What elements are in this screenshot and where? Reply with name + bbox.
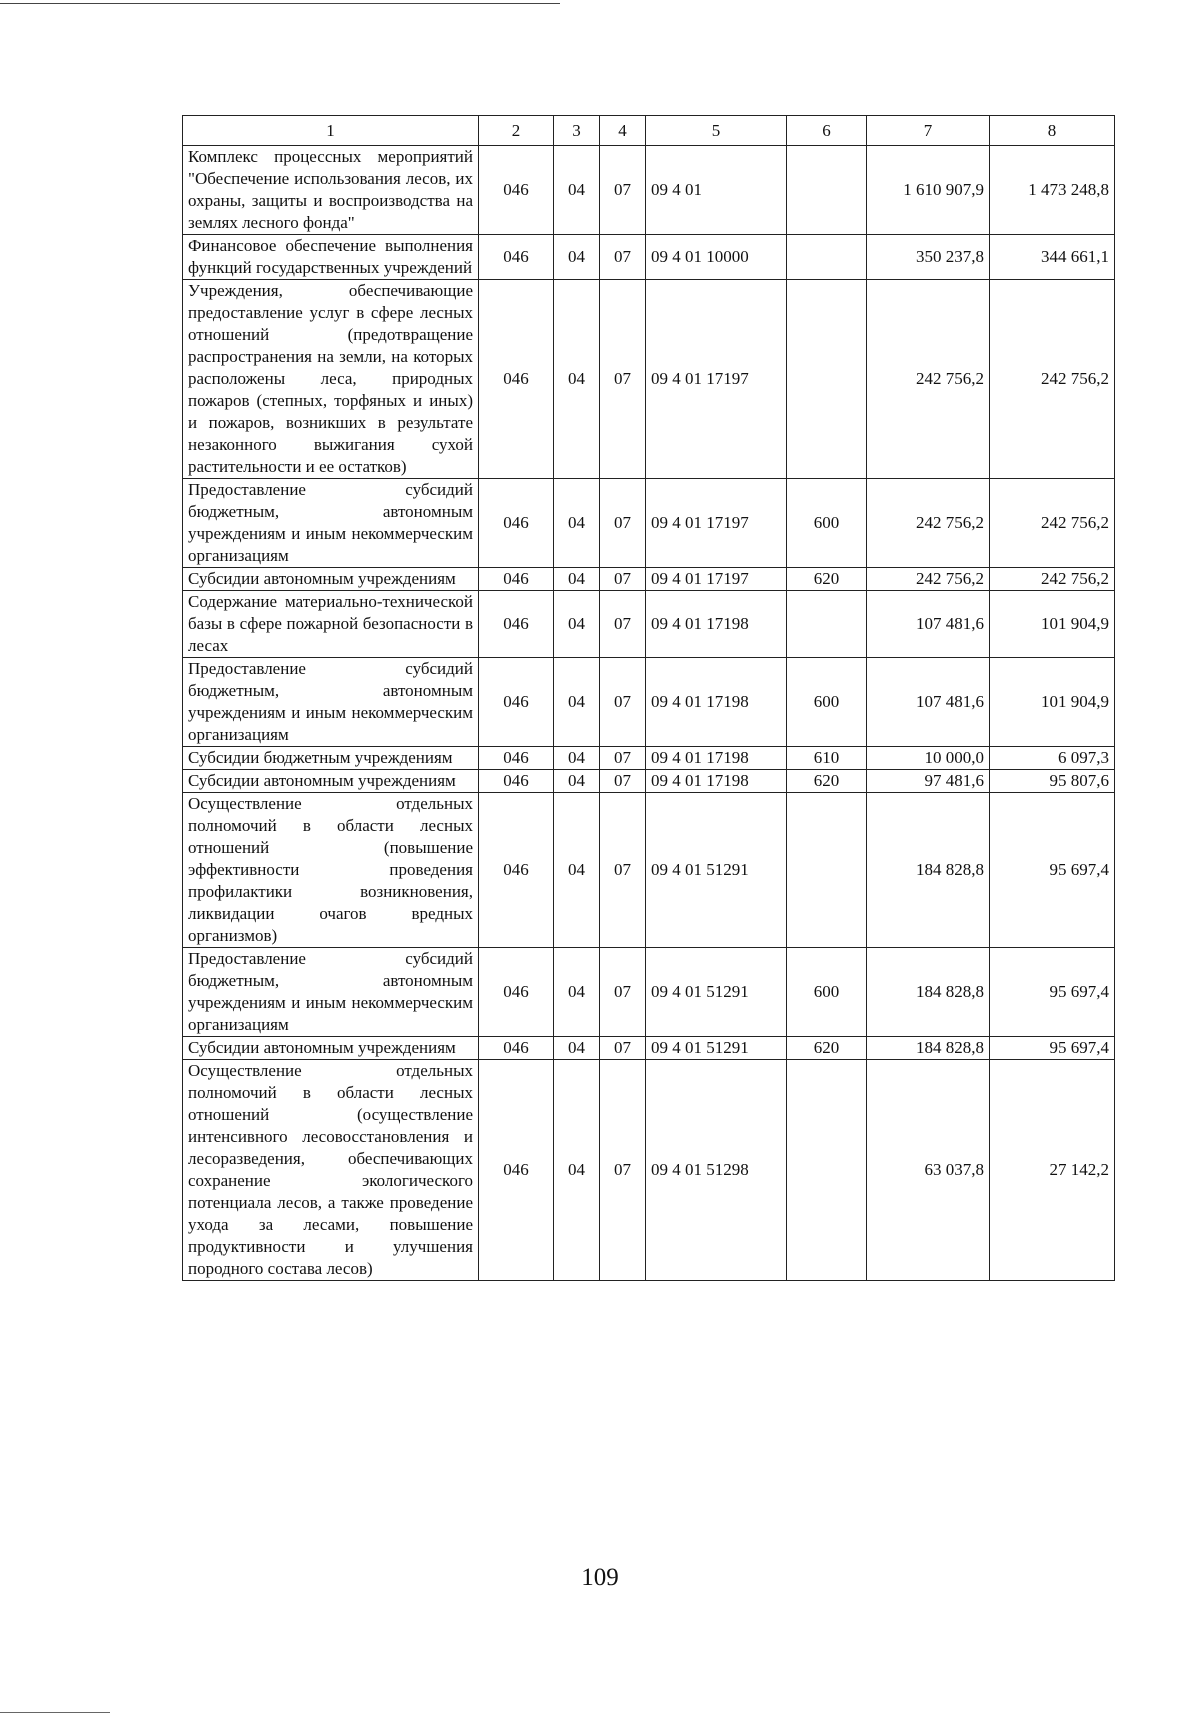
- subsection-code: 07: [600, 793, 646, 948]
- executed-amount: 242 756,2: [990, 280, 1115, 479]
- item-name: Предоставление субсидий бюджетным, автономным учреждениям и иным некоммерческим организациям: [183, 479, 479, 568]
- section-code: 04: [554, 948, 600, 1037]
- scan-edge-line: [0, 1712, 110, 1713]
- table-row: [183, 479, 1115, 568]
- table-row: [183, 591, 1115, 658]
- expense-type-code: [787, 1060, 867, 1281]
- planned-amount: 350 237,8: [867, 235, 990, 280]
- table-row: [183, 1037, 1115, 1060]
- target-article-code: 09 4 01 17198: [646, 770, 787, 793]
- planned-amount: 184 828,8: [867, 948, 990, 1037]
- column-number: 3: [554, 116, 600, 146]
- target-article-code: 09 4 01 51298: [646, 1060, 787, 1281]
- table-row: [183, 658, 1115, 747]
- ministry-code: 046: [479, 235, 554, 280]
- expense-type-code: [787, 146, 867, 235]
- section-code: 04: [554, 1037, 600, 1060]
- target-article-code: 09 4 01 51291: [646, 948, 787, 1037]
- subsection-code: 07: [600, 479, 646, 568]
- item-name: Предоставление субсидий бюджетным, автономным учреждениям и иным некоммерческим организациям: [183, 948, 479, 1037]
- ministry-code: 046: [479, 747, 554, 770]
- target-article-code: 09 4 01 17197: [646, 479, 787, 568]
- ministry-code: 046: [479, 591, 554, 658]
- expense-type-code: 600: [787, 479, 867, 568]
- subsection-code: 07: [600, 568, 646, 591]
- expense-type-code: [787, 591, 867, 658]
- executed-amount: 27 142,2: [990, 1060, 1115, 1281]
- column-number: 5: [646, 116, 787, 146]
- target-article-code: 09 4 01 17198: [646, 658, 787, 747]
- executed-amount: 242 756,2: [990, 568, 1115, 591]
- table-row: [183, 568, 1115, 591]
- table-row: [183, 280, 1115, 479]
- subsection-code: 07: [600, 658, 646, 747]
- ministry-code: 046: [479, 793, 554, 948]
- section-code: 04: [554, 146, 600, 235]
- planned-amount: 184 828,8: [867, 1037, 990, 1060]
- column-number: 7: [867, 116, 990, 146]
- column-number: 8: [990, 116, 1115, 146]
- executed-amount: 95 697,4: [990, 793, 1115, 948]
- table-row: [183, 948, 1115, 1037]
- item-name: Учреждения, обеспечивающие предоставление услуг в сфере лесных отношений (предотвращение распространения на земли, на которых расположены леса, природных пожаров (степных, торфяных и иных) и пожаров, возникших в результате незаконного выжигания сухой растительности и ее остатков): [183, 280, 479, 479]
- executed-amount: 95 807,6: [990, 770, 1115, 793]
- target-article-code: 09 4 01 51291: [646, 793, 787, 948]
- ministry-code: 046: [479, 479, 554, 568]
- subsection-code: 07: [600, 235, 646, 280]
- column-number: 6: [787, 116, 867, 146]
- item-name: Содержание материально-технической базы в сфере пожарной безопасности в лесах: [183, 591, 479, 658]
- expense-type-code: 600: [787, 948, 867, 1037]
- planned-amount: 184 828,8: [867, 793, 990, 948]
- item-name: Осуществление отдельных полномочий в области лесных отношений (повышение эффективности проведения профилактики возникновения, ликвидации очагов вредных организмов): [183, 793, 479, 948]
- section-code: 04: [554, 1060, 600, 1281]
- section-code: 04: [554, 747, 600, 770]
- table-row: [183, 747, 1115, 770]
- table-row: [183, 793, 1115, 948]
- subsection-code: 07: [600, 146, 646, 235]
- planned-amount: 97 481,6: [867, 770, 990, 793]
- section-code: 04: [554, 591, 600, 658]
- target-article-code: 09 4 01 51291: [646, 1037, 787, 1060]
- ministry-code: 046: [479, 568, 554, 591]
- item-name: Субсидии автономным учреждениям: [183, 1037, 479, 1060]
- section-code: 04: [554, 280, 600, 479]
- section-code: 04: [554, 770, 600, 793]
- expense-type-code: [787, 793, 867, 948]
- item-name: Предоставление субсидий бюджетным, автономным учреждениям и иным некоммерческим организациям: [183, 658, 479, 747]
- executed-amount: 6 097,3: [990, 747, 1115, 770]
- section-code: 04: [554, 793, 600, 948]
- item-name: Субсидии автономным учреждениям: [183, 568, 479, 591]
- expense-type-code: 600: [787, 658, 867, 747]
- column-number: 4: [600, 116, 646, 146]
- executed-amount: 344 661,1: [990, 235, 1115, 280]
- executed-amount: 95 697,4: [990, 1037, 1115, 1060]
- table-header-row: [183, 116, 1115, 146]
- section-code: 04: [554, 568, 600, 591]
- planned-amount: 242 756,2: [867, 280, 990, 479]
- planned-amount: 107 481,6: [867, 658, 990, 747]
- expense-type-code: 620: [787, 1037, 867, 1060]
- subsection-code: 07: [600, 1037, 646, 1060]
- expense-type-code: 610: [787, 747, 867, 770]
- ministry-code: 046: [479, 1037, 554, 1060]
- planned-amount: 10 000,0: [867, 747, 990, 770]
- subsection-code: 07: [600, 1060, 646, 1281]
- subsection-code: 07: [600, 591, 646, 658]
- planned-amount: 242 756,2: [867, 479, 990, 568]
- ministry-code: 046: [479, 770, 554, 793]
- subsection-code: 07: [600, 948, 646, 1037]
- item-name: Субсидии бюджетным учреждениям: [183, 747, 479, 770]
- planned-amount: 63 037,8: [867, 1060, 990, 1281]
- item-name: Осуществление отдельных полномочий в области лесных отношений (осуществление интенсивного лесовосстановления и лесоразведения, обеспечивающих сохранение экологического потенциала лесов, а также проведение ухода за лесами, повышение продуктивности и улучшения породного состава лесов): [183, 1060, 479, 1281]
- ministry-code: 046: [479, 146, 554, 235]
- item-name: Финансовое обеспечение выполнения функций государственных учреждений: [183, 235, 479, 280]
- planned-amount: 242 756,2: [867, 568, 990, 591]
- table-row: [183, 235, 1115, 280]
- table-row: [183, 770, 1115, 793]
- page-number: 109: [581, 1564, 619, 1591]
- ministry-code: 046: [479, 1060, 554, 1281]
- expense-type-code: 620: [787, 770, 867, 793]
- subsection-code: 07: [600, 770, 646, 793]
- target-article-code: 09 4 01 17197: [646, 280, 787, 479]
- executed-amount: 1 473 248,8: [990, 146, 1115, 235]
- section-code: 04: [554, 658, 600, 747]
- item-name: Комплекс процессных мероприятий "Обеспечение использования лесов, их охраны, защиты и воспроизводства на землях лесного фонда": [183, 146, 479, 235]
- subsection-code: 07: [600, 747, 646, 770]
- target-article-code: 09 4 01 10000: [646, 235, 787, 280]
- target-article-code: 09 4 01 17197: [646, 568, 787, 591]
- expense-type-code: 620: [787, 568, 867, 591]
- executed-amount: 95 697,4: [990, 948, 1115, 1037]
- budget-table: [182, 115, 1115, 1281]
- table-row: [183, 1060, 1115, 1281]
- executed-amount: 101 904,9: [990, 658, 1115, 747]
- ministry-code: 046: [479, 658, 554, 747]
- ministry-code: 046: [479, 948, 554, 1037]
- target-article-code: 09 4 01 17198: [646, 591, 787, 658]
- section-code: 04: [554, 479, 600, 568]
- expense-type-code: [787, 235, 867, 280]
- planned-amount: 1 610 907,9: [867, 146, 990, 235]
- target-article-code: 09 4 01: [646, 146, 787, 235]
- expense-type-code: [787, 280, 867, 479]
- ministry-code: 046: [479, 280, 554, 479]
- planned-amount: 107 481,6: [867, 591, 990, 658]
- scan-edge-line: [0, 3, 560, 4]
- executed-amount: 101 904,9: [990, 591, 1115, 658]
- item-name: Субсидии автономным учреждениям: [183, 770, 479, 793]
- column-number: 2: [479, 116, 554, 146]
- column-number: 1: [183, 116, 479, 146]
- target-article-code: 09 4 01 17198: [646, 747, 787, 770]
- executed-amount: 242 756,2: [990, 479, 1115, 568]
- subsection-code: 07: [600, 280, 646, 479]
- section-code: 04: [554, 235, 600, 280]
- table-row: [183, 146, 1115, 235]
